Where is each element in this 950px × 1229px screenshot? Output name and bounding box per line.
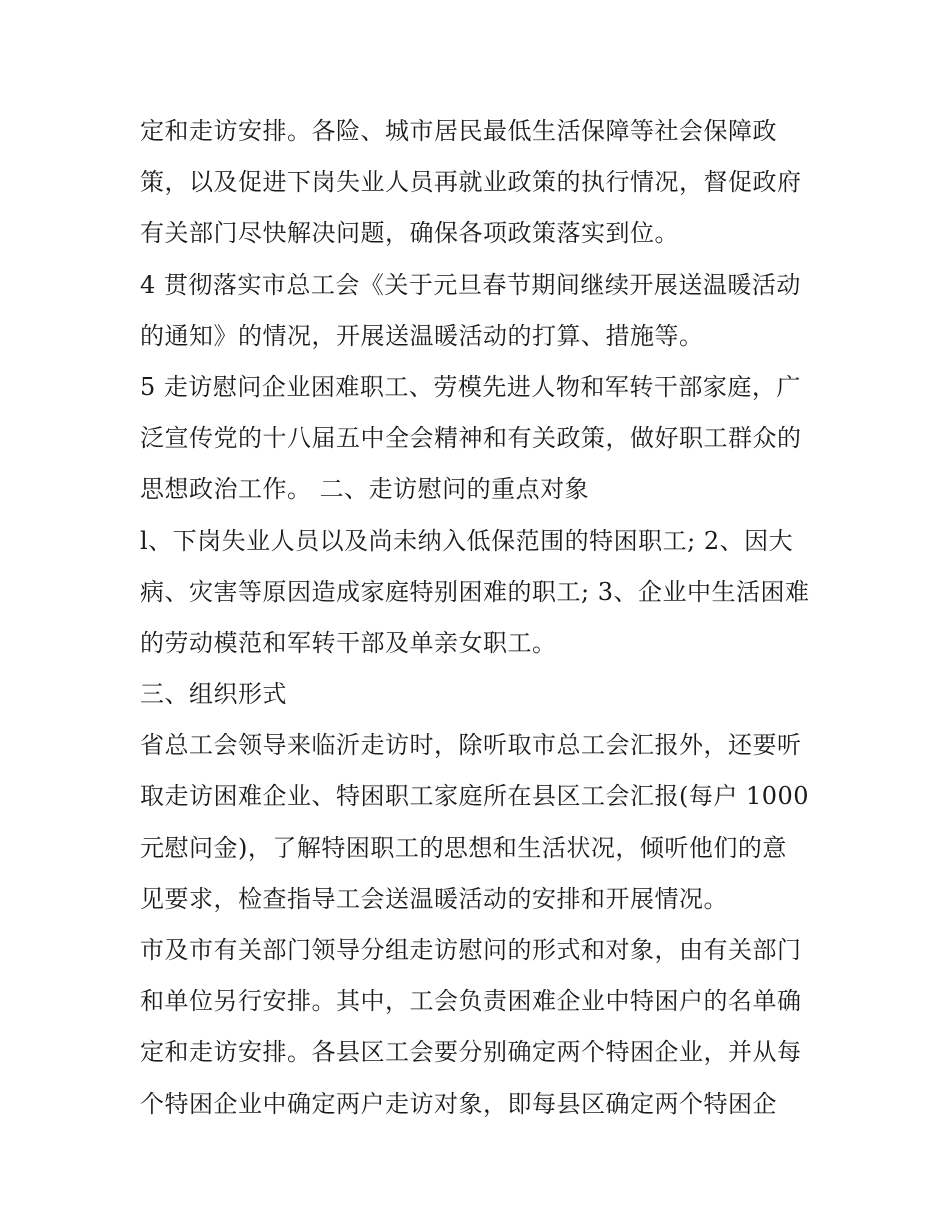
- text-line: 和单位另行安排。其中，工会负责困难企业中特困户的名单确: [140, 987, 802, 1016]
- text-line: 思想政治工作。 二、走访慰问的重点对象: [140, 475, 590, 504]
- text-line: 见要求，检查指导工会送温暖活动的安排和开展情况。: [140, 884, 728, 913]
- section-heading: 三、组织形式: [140, 680, 287, 709]
- text-line: 5 走访慰问企业困难职工、劳模先进人物和军转干部家庭，广: [140, 372, 801, 401]
- document-body: [140, 106, 820, 1130]
- text-line: 取走访困难企业、特困职工家庭所在县区工会汇报(每户 1000: [140, 782, 810, 811]
- text-line: 定和走访安排。各县区工会要分别确定两个特困企业，并从每: [140, 1038, 802, 1067]
- text-line: 泛宣传党的十八届五中全会精神和有关政策，做好职工群众的: [140, 424, 802, 453]
- text-line: 4 贯彻落实市总工会《关于元旦春节期间继续开展送温暖活动: [140, 270, 801, 299]
- text-line: 策，以及促进下岗失业人员再就业政策的执行情况，督促政府: [140, 168, 802, 197]
- text-line: 元慰问金)，了解特困职工的思想和生活状况，倾听他们的意: [140, 833, 787, 862]
- text-line: 市及市有关部门领导分组走访慰问的形式和对象，由有关部门: [140, 936, 802, 964]
- text-line: 病、灾害等原因造成家庭特别困难的职工; 3、企业中生活困难: [140, 577, 810, 606]
- text-line: 的通知》的情况，开展送温暖活动的打算、措施等。: [140, 321, 704, 350]
- text-line: 的劳动模范和军转干部及单亲女职工。: [140, 628, 557, 657]
- text-line: 定和走访安排。各险、城市居民最低生活保障等社会保障政: [140, 117, 777, 145]
- text-line: l、下岗失业人员以及尚未纳入低保范围的特困职工; 2、因大: [140, 526, 794, 555]
- text-line: 省总工会领导来临沂走访时，除听取市总工会汇报外，还要听: [140, 731, 802, 760]
- text-line: 个特困企业中确定两户走访对象，即每县区确定两个特困企: [140, 1089, 777, 1118]
- text-line: 有关部门尽快解决问题，确保各项政策落实到位。: [140, 219, 679, 248]
